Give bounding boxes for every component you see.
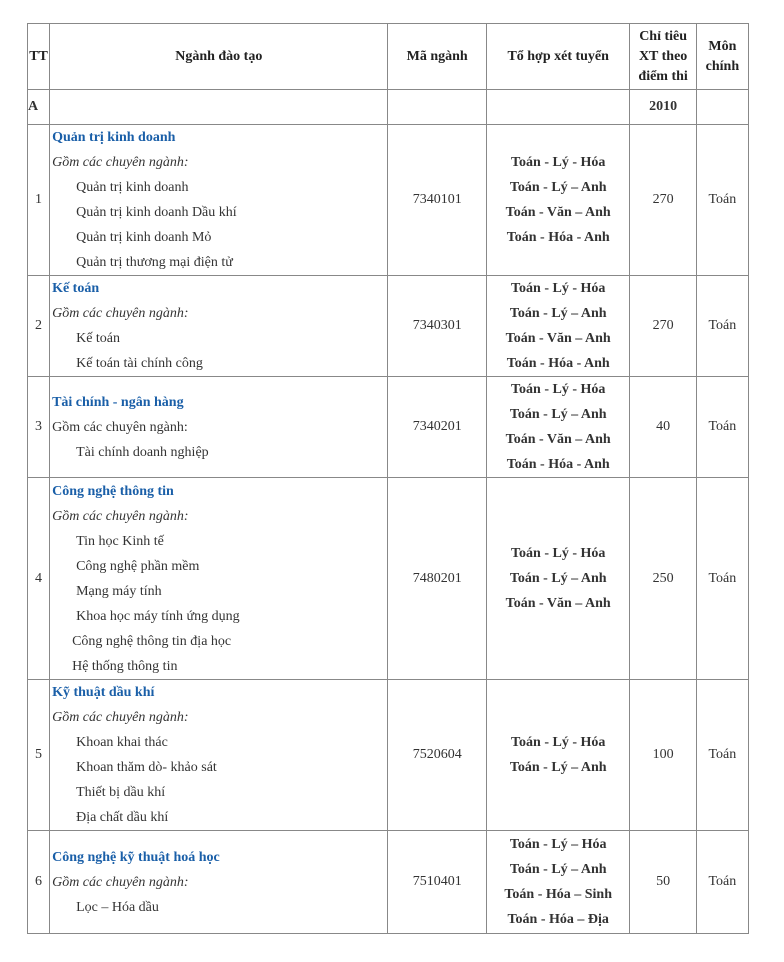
section-year: 2010 — [630, 90, 696, 125]
combo-item: Toán - Văn – Anh — [505, 205, 611, 220]
quota: 250 — [630, 478, 696, 680]
specialization-item: Quản trị kinh doanh Mỏ — [76, 230, 212, 245]
combo-cell — [486, 125, 630, 276]
combo-item: Toán - Văn – Anh — [505, 432, 611, 447]
specialization-item: Công nghệ thông tin địa học — [72, 633, 232, 649]
specializations-label: Gồm các chuyên ngành: — [52, 155, 189, 170]
quota: 270 — [630, 276, 696, 377]
major-code: 7340201 — [388, 377, 486, 478]
combo-item: Toán - Lý – Hóa — [509, 837, 607, 852]
major-code: 7480201 — [388, 478, 486, 680]
major-title: Kỹ thuật dầu khí — [52, 685, 155, 700]
combo-item: Toán - Lý – Anh — [509, 760, 607, 775]
specialization-item: Khoan thăm dò- khảo sát — [76, 760, 217, 775]
combo-cell — [486, 831, 630, 934]
major-title: Tài chính - ngân hàng — [52, 394, 184, 410]
combo-item: Toán - Lý – Anh — [509, 306, 607, 321]
row-number: 6 — [28, 831, 50, 934]
table-row — [28, 377, 749, 478]
specialization-item: Tài chính doanh nghiệp — [76, 444, 209, 460]
table-row — [28, 831, 749, 934]
specialization-item: Mạng máy tính — [76, 583, 162, 599]
main-subject: Toán — [696, 276, 748, 377]
major-code: 7520604 — [388, 680, 486, 831]
specializations-label: Gồm các chuyên ngành: — [52, 419, 188, 435]
table-row — [28, 125, 749, 276]
table-row — [28, 276, 749, 377]
specialization-item: Hệ thống thông tin — [72, 658, 178, 674]
combo-item: Toán - Lý – Anh — [509, 862, 607, 877]
major-title: Quản trị kinh doanh — [52, 130, 176, 145]
major-title: Kế toán — [52, 281, 100, 296]
header-name: Ngành đào tạo — [50, 24, 388, 90]
major-code: 7510401 — [388, 831, 486, 934]
major-cell — [50, 831, 388, 934]
row-number: 2 — [28, 276, 50, 377]
specialization-item: Quản trị thương mại điện tử — [76, 255, 233, 270]
specialization-item: Quản trị kinh doanh — [76, 180, 189, 195]
section-row — [28, 90, 749, 125]
major-cell — [50, 276, 388, 377]
specializations-label: Gồm các chuyên ngành: — [52, 306, 189, 321]
specialization-item: Khoa học máy tính ứng dụng — [76, 608, 240, 624]
main-subject: Toán — [696, 831, 748, 934]
combo-item: Toán - Lý - Hóa — [510, 735, 606, 750]
quota: 50 — [630, 831, 696, 934]
row-number: 1 — [28, 125, 50, 276]
combo-item: Toán - Hóa - Anh — [506, 356, 610, 371]
combo-item: Toán - Lý - Hóa — [510, 546, 606, 561]
main-subject: Toán — [696, 680, 748, 831]
combo-item: Toán - Hóa - Anh — [506, 457, 610, 472]
combo-cell — [486, 478, 630, 680]
combo-cell — [486, 377, 630, 478]
major-title: Công nghệ thông tin — [52, 483, 174, 499]
major-code: 7340301 — [388, 276, 486, 377]
header-code: Mã ngành — [388, 24, 486, 90]
combo-cell — [486, 680, 630, 831]
specialization-item: Lọc – Hóa dầu — [76, 899, 159, 915]
specializations-label: Gồm các chuyên ngành: — [52, 508, 189, 524]
combo-item: Toán - Lý - Hóa — [510, 382, 606, 397]
specialization-item: Tin học Kinh tế — [76, 533, 164, 549]
specializations-label: Gồm các chuyên ngành: — [52, 874, 189, 890]
combo-item: Toán - Hóa – Địa — [507, 912, 609, 927]
major-cell — [50, 478, 388, 680]
specialization-item: Thiết bị dầu khí — [76, 785, 166, 800]
row-number: 5 — [28, 680, 50, 831]
quota: 100 — [630, 680, 696, 831]
section-label: A — [28, 90, 50, 125]
major-cell — [50, 680, 388, 831]
admissions-table — [27, 23, 749, 934]
main-subject: Toán — [696, 377, 748, 478]
header-combo: Tổ hợp xét tuyển — [486, 24, 630, 90]
combo-item: Toán - Hóa – Sinh — [504, 887, 612, 902]
combo-item: Toán - Lý - Hóa — [510, 155, 606, 170]
major-cell — [50, 125, 388, 276]
header-tt: TT — [28, 24, 50, 90]
quota: 270 — [630, 125, 696, 276]
table-row — [28, 478, 749, 680]
table-row — [28, 680, 749, 831]
combo-item: Toán - Lý - Hóa — [510, 281, 606, 296]
header-subject: Môn chính — [696, 24, 748, 90]
combo-item: Toán - Văn – Anh — [505, 331, 611, 346]
combo-item: Toán - Văn – Anh — [505, 596, 611, 611]
row-number: 3 — [28, 377, 50, 478]
main-subject: Toán — [696, 125, 748, 276]
specialization-item: Kế toán — [76, 331, 121, 346]
header-row — [28, 24, 749, 90]
combo-item: Toán - Lý – Anh — [509, 180, 607, 195]
main-subject: Toán — [696, 478, 748, 680]
specialization-item: Địa chất dầu khí — [76, 810, 169, 825]
combo-item: Toán - Lý – Anh — [509, 571, 607, 586]
combo-item: Toán - Lý – Anh — [509, 407, 607, 422]
specialization-item: Khoan khai thác — [76, 735, 168, 750]
specialization-item: Quản trị kinh doanh Dầu khí — [76, 205, 237, 220]
major-code: 7340101 — [388, 125, 486, 276]
major-cell — [50, 377, 388, 478]
combo-cell — [486, 276, 630, 377]
major-title: Công nghệ kỹ thuật hoá học — [52, 849, 220, 865]
header-quota: Chỉ tiêu XT theo điểm thi — [630, 24, 696, 90]
combo-item: Toán - Hóa - Anh — [506, 230, 610, 245]
specialization-item: Công nghệ phần mềm — [76, 558, 200, 574]
quota: 40 — [630, 377, 696, 478]
specialization-item: Kế toán tài chính công — [76, 356, 203, 371]
row-number: 4 — [28, 478, 50, 680]
specializations-label: Gồm các chuyên ngành: — [52, 710, 189, 725]
